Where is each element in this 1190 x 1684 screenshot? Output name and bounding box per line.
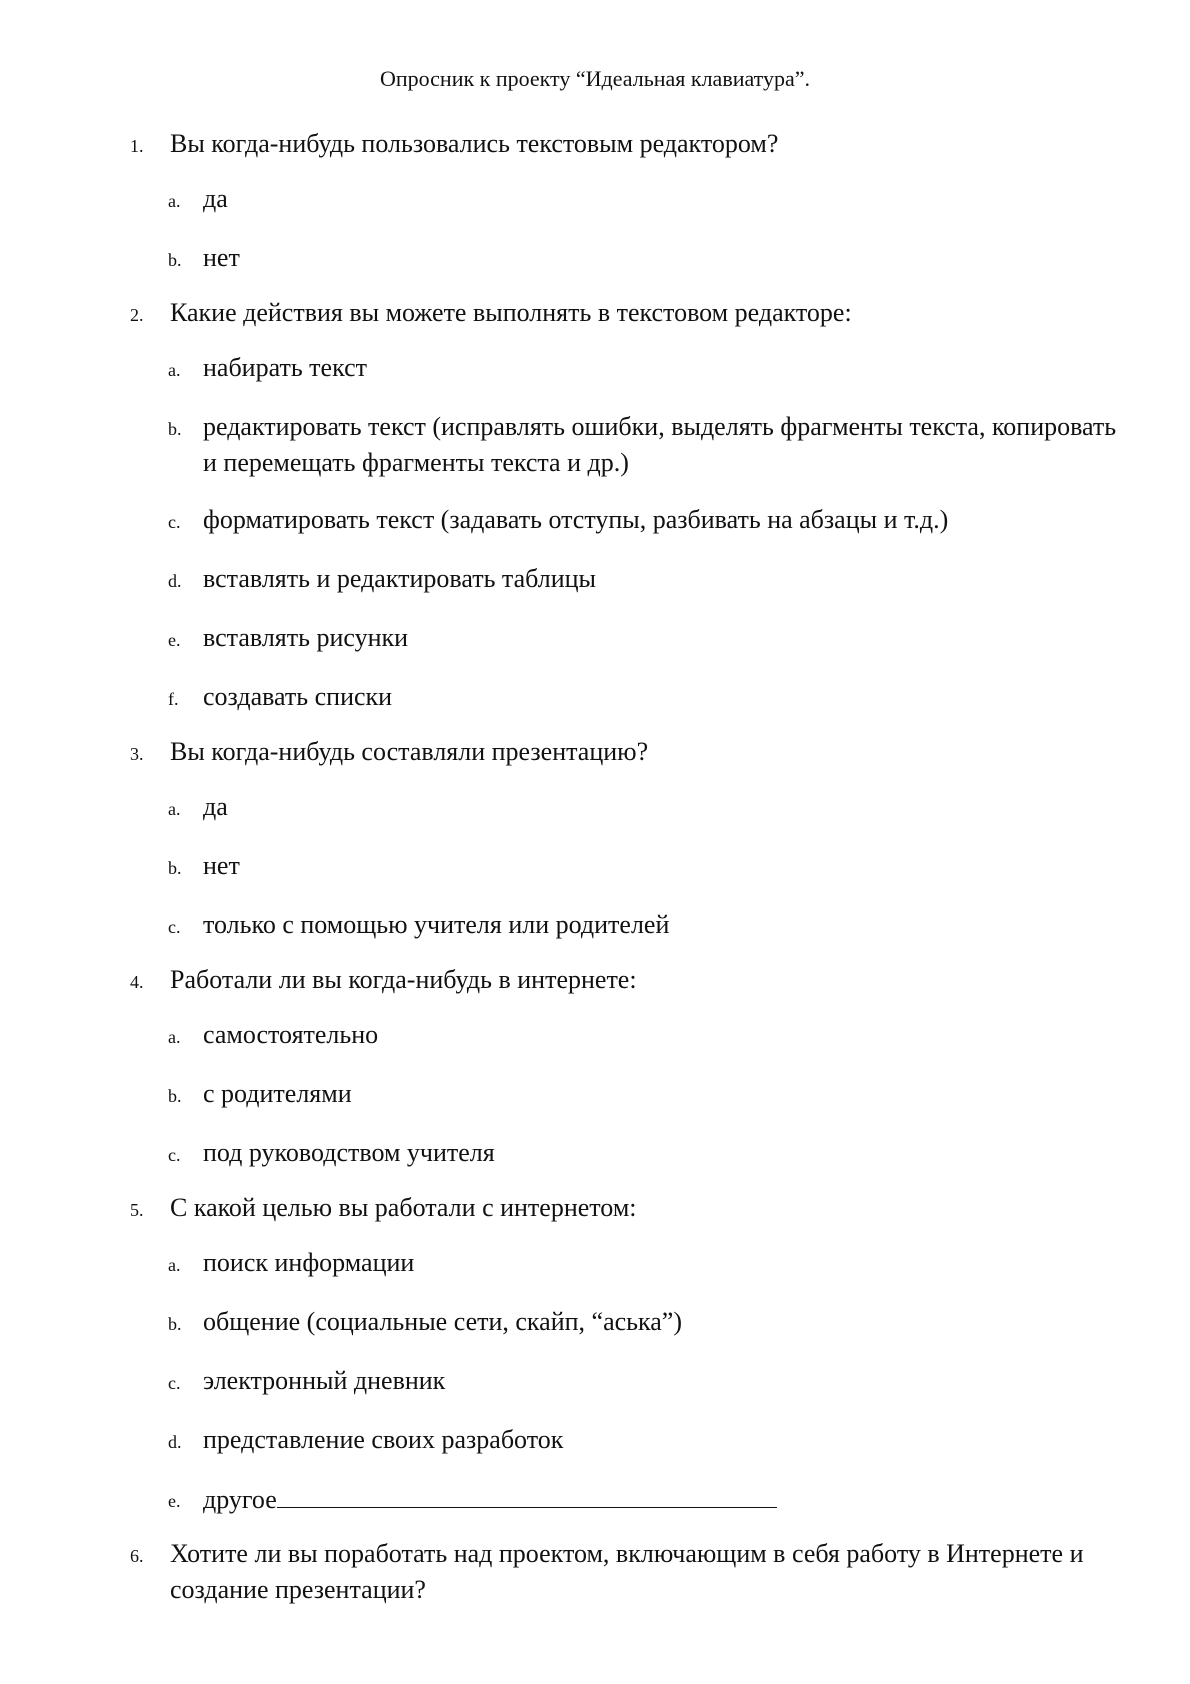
answer-letter: e. bbox=[168, 1491, 181, 1511]
answer-option bbox=[168, 1481, 1130, 1519]
answer-letter: c. bbox=[168, 917, 181, 937]
answer-option bbox=[168, 1304, 1130, 1342]
answer-label: набирать текст bbox=[203, 353, 367, 382]
answer-list bbox=[168, 789, 1130, 945]
question-text: С какой целью вы работали с интернетом: bbox=[170, 1193, 637, 1222]
question-text: Вы когда-нибудь составляли презентацию? bbox=[170, 737, 649, 766]
answer-text bbox=[203, 181, 1130, 219]
answer-text bbox=[203, 1422, 1130, 1460]
answer-label: вставлять и редактировать таблицы bbox=[203, 564, 597, 593]
answer-letter: b. bbox=[168, 250, 182, 270]
question-number: 1. bbox=[130, 136, 144, 156]
question-text: Работали ли вы когда-нибудь в интернете: bbox=[170, 965, 637, 994]
question-6 bbox=[130, 1536, 1130, 1608]
answer-text bbox=[203, 620, 1130, 658]
answer-label: электронный дневник bbox=[203, 1366, 446, 1395]
answer-option bbox=[168, 181, 1130, 219]
answer-option bbox=[168, 502, 1130, 540]
answer-letter: a. bbox=[168, 1027, 181, 1047]
answer-text bbox=[203, 1135, 1130, 1173]
answer-label: самостоятельно bbox=[203, 1020, 379, 1049]
answer-option bbox=[168, 789, 1130, 827]
answer-label: с родителями bbox=[203, 1079, 352, 1108]
answer-label: форматировать текст (задавать отступы, разбивать на абзацы и т.д.) bbox=[203, 505, 949, 534]
question-5 bbox=[130, 1190, 1130, 1228]
answer-option bbox=[168, 1076, 1130, 1114]
question-list bbox=[130, 126, 1130, 1608]
answer-text bbox=[203, 409, 1130, 481]
answer-text bbox=[203, 1017, 1130, 1055]
answer-option bbox=[168, 561, 1130, 599]
answer-text bbox=[203, 679, 1130, 717]
answer-option bbox=[168, 620, 1130, 658]
answer-letter: a. bbox=[168, 191, 181, 211]
answer-text bbox=[203, 350, 1130, 388]
answer-option bbox=[168, 1017, 1130, 1055]
answer-text bbox=[203, 502, 1130, 540]
answer-label: поиск информации bbox=[203, 1248, 415, 1277]
answer-option bbox=[168, 907, 1130, 945]
answer-letter: a. bbox=[168, 360, 181, 380]
question-1 bbox=[130, 126, 1130, 164]
question-2 bbox=[130, 295, 1130, 333]
answer-letter: e. bbox=[168, 630, 181, 650]
answer-label: только с помощью учителя или родителей bbox=[203, 910, 670, 939]
question-4 bbox=[130, 962, 1130, 1000]
answer-option bbox=[168, 240, 1130, 278]
answer-text bbox=[203, 1481, 1130, 1519]
answer-option bbox=[168, 350, 1130, 388]
answer-text bbox=[203, 561, 1130, 599]
question-text: Какие действия вы можете выполнять в текстовом редакторе: bbox=[170, 298, 852, 327]
answer-option bbox=[168, 1363, 1130, 1401]
answer-option bbox=[168, 409, 1130, 481]
answer-text bbox=[203, 1076, 1130, 1114]
answer-text bbox=[203, 1304, 1130, 1342]
answer-text bbox=[203, 907, 1130, 945]
answer-text bbox=[203, 1363, 1130, 1401]
answer-letter: b. bbox=[168, 1314, 182, 1334]
answer-label: под руководством учителя bbox=[203, 1138, 495, 1167]
answer-text bbox=[203, 240, 1130, 278]
question-text: Хотите ли вы поработать над проектом, включающим в себя работу в Интернете и создание презентации? bbox=[170, 1539, 1084, 1604]
question-number: 4. bbox=[130, 972, 144, 992]
answer-label: другое bbox=[203, 1485, 277, 1514]
answer-option bbox=[168, 679, 1130, 717]
answer-letter: c. bbox=[168, 512, 181, 532]
answer-text bbox=[203, 1245, 1130, 1283]
answer-label: нет bbox=[203, 243, 240, 272]
answer-list bbox=[168, 350, 1130, 717]
answer-letter: a. bbox=[168, 1255, 181, 1275]
answer-label: редактировать текст (исправлять ошибки, выделять фрагменты текста, копировать и перемещать фрагменты текста и др.) bbox=[203, 412, 1117, 477]
answer-letter: a. bbox=[168, 799, 181, 819]
answer-letter: b. bbox=[168, 1086, 182, 1106]
answer-letter: b. bbox=[168, 858, 182, 878]
answer-label: создавать списки bbox=[203, 682, 393, 711]
question-number: 5. bbox=[130, 1200, 144, 1220]
answer-label: нет bbox=[203, 851, 240, 880]
answer-label: общение (социальные сети, скайп, “аська”) bbox=[203, 1307, 682, 1336]
answer-letter: f. bbox=[168, 689, 179, 709]
answer-list bbox=[168, 181, 1130, 278]
question-number: 6. bbox=[130, 1546, 144, 1566]
answer-list bbox=[168, 1017, 1130, 1173]
answer-label: да bbox=[203, 792, 228, 821]
answer-option bbox=[168, 1245, 1130, 1283]
answer-list bbox=[168, 1245, 1130, 1519]
answer-text bbox=[203, 848, 1130, 886]
answer-label: вставлять рисунки bbox=[203, 623, 409, 652]
answer-label: представление своих разработок bbox=[203, 1425, 564, 1454]
fill-in-blank-line[interactable] bbox=[277, 1481, 777, 1508]
answer-option bbox=[168, 1422, 1130, 1460]
answer-text bbox=[203, 789, 1130, 827]
document-title: Опросник к проекту “Идеальная клавиатура”. bbox=[379, 66, 811, 91]
question-number: 2. bbox=[130, 305, 144, 325]
answer-letter: d. bbox=[168, 571, 182, 591]
answer-letter: d. bbox=[168, 1432, 182, 1452]
question-text: Вы когда-нибудь пользовались текстовым редактором? bbox=[170, 129, 779, 158]
answer-option bbox=[168, 848, 1130, 886]
answer-letter: c. bbox=[168, 1373, 181, 1393]
question-3 bbox=[130, 734, 1130, 772]
answer-label: да bbox=[203, 184, 228, 213]
answer-letter: c. bbox=[168, 1145, 181, 1165]
answer-option bbox=[168, 1135, 1130, 1173]
answer-letter: b. bbox=[168, 419, 182, 439]
question-number: 3. bbox=[130, 744, 144, 764]
